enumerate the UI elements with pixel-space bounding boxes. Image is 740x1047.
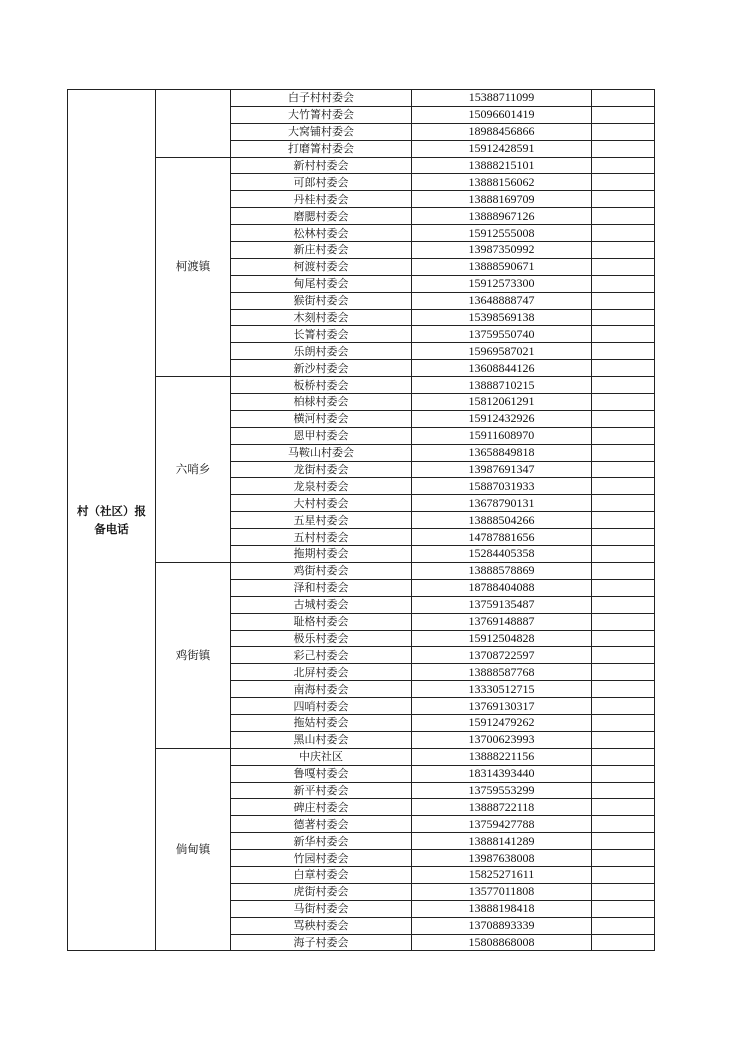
village-name-cell: 五村村委会 (231, 529, 412, 546)
empty-note-cell (592, 309, 655, 326)
phone-number-cell: 15912479262 (412, 714, 592, 731)
village-name-cell: 马鞍山村委会 (231, 444, 412, 461)
village-name-cell: 猴街村委会 (231, 292, 412, 309)
phone-number-cell: 13759550740 (412, 326, 592, 343)
empty-note-cell (592, 883, 655, 900)
phone-number-cell: 13888722118 (412, 799, 592, 816)
empty-note-cell (592, 782, 655, 799)
phone-number-cell: 13888215101 (412, 157, 592, 174)
phone-number-cell: 13888169709 (412, 191, 592, 208)
village-name-cell: 竹园村委会 (231, 850, 412, 867)
village-name-cell: 龙泉村委会 (231, 478, 412, 495)
village-name-cell: 五星村委会 (231, 512, 412, 529)
contact-table (67, 89, 655, 951)
village-name-cell: 鲁嘎村委会 (231, 765, 412, 782)
phone-number-cell: 15825271611 (412, 866, 592, 883)
table-row (68, 90, 655, 107)
phone-number-cell: 18988456866 (412, 123, 592, 140)
phone-number-cell: 13888578869 (412, 562, 592, 579)
village-name-cell: 大村村委会 (231, 495, 412, 512)
village-name-cell: 白子村村委会 (231, 90, 412, 107)
empty-note-cell (592, 360, 655, 377)
phone-number-cell: 13658849818 (412, 444, 592, 461)
village-name-cell: 长箐村委会 (231, 326, 412, 343)
village-name-cell: 四哨村委会 (231, 698, 412, 715)
table-row (68, 748, 655, 765)
village-name-cell: 甸尾村委会 (231, 275, 412, 292)
village-name-cell: 大竹箐村委会 (231, 106, 412, 123)
empty-note-cell (592, 208, 655, 225)
village-name-cell: 板桥村委会 (231, 377, 412, 394)
phone-number-cell: 13769130317 (412, 698, 592, 715)
village-name-cell: 骂秧村委会 (231, 917, 412, 934)
phone-number-cell: 13608844126 (412, 360, 592, 377)
phone-number-cell: 14787881656 (412, 529, 592, 546)
empty-note-cell (592, 123, 655, 140)
empty-note-cell (592, 495, 655, 512)
empty-note-cell (592, 157, 655, 174)
empty-note-cell (592, 714, 655, 731)
town-cell (156, 90, 231, 158)
empty-note-cell (592, 681, 655, 698)
phone-number-cell: 13678790131 (412, 495, 592, 512)
empty-note-cell (592, 613, 655, 630)
phone-number-cell: 13700623993 (412, 731, 592, 748)
phone-number-cell: 15911608970 (412, 427, 592, 444)
village-name-cell: 拖期村委会 (231, 546, 412, 563)
empty-note-cell (592, 292, 655, 309)
village-name-cell: 拖姑村委会 (231, 714, 412, 731)
village-name-cell: 乐朗村委会 (231, 343, 412, 360)
village-name-cell: 龙街村委会 (231, 461, 412, 478)
table-row (68, 157, 655, 174)
village-name-cell: 柯渡村委会 (231, 258, 412, 275)
empty-note-cell (592, 258, 655, 275)
empty-note-cell (592, 799, 655, 816)
town-cell: 六哨乡 (156, 377, 231, 563)
phone-number-cell: 13888710215 (412, 377, 592, 394)
village-name-cell: 大窝铺村委会 (231, 123, 412, 140)
empty-note-cell (592, 850, 655, 867)
empty-note-cell (592, 630, 655, 647)
phone-number-cell: 13759135487 (412, 596, 592, 613)
empty-note-cell (592, 748, 655, 765)
empty-note-cell (592, 664, 655, 681)
phone-number-cell: 13987638008 (412, 850, 592, 867)
empty-note-cell (592, 647, 655, 664)
phone-number-cell: 15284405358 (412, 546, 592, 563)
phone-number-cell: 15812061291 (412, 394, 592, 411)
village-name-cell: 新村村委会 (231, 157, 412, 174)
empty-note-cell (592, 444, 655, 461)
empty-note-cell (592, 731, 655, 748)
village-name-cell: 打磨箐村委会 (231, 140, 412, 157)
empty-note-cell (592, 833, 655, 850)
empty-note-cell (592, 225, 655, 242)
village-name-cell: 马街村委会 (231, 900, 412, 917)
phone-number-cell: 13888156062 (412, 174, 592, 191)
village-name-cell: 新庄村委会 (231, 242, 412, 259)
phone-number-cell: 13330512715 (412, 681, 592, 698)
phone-number-cell: 15887031933 (412, 478, 592, 495)
phone-number-cell: 18788404088 (412, 579, 592, 596)
phone-number-cell: 15808868008 (412, 934, 592, 951)
village-name-cell: 恩甲村委会 (231, 427, 412, 444)
empty-note-cell (592, 394, 655, 411)
empty-note-cell (592, 343, 655, 360)
empty-note-cell (592, 698, 655, 715)
village-name-cell: 木刻村委会 (231, 309, 412, 326)
phone-number-cell: 13577011808 (412, 883, 592, 900)
village-name-cell: 白章村委会 (231, 866, 412, 883)
village-name-cell: 彩己村委会 (231, 647, 412, 664)
village-name-cell: 泽和村委会 (231, 579, 412, 596)
empty-note-cell (592, 816, 655, 833)
table-row (68, 377, 655, 394)
phone-number-cell: 13888141289 (412, 833, 592, 850)
empty-note-cell (592, 546, 655, 563)
phone-number-cell: 15398569138 (412, 309, 592, 326)
phone-number-cell: 15969587021 (412, 343, 592, 360)
phone-number-cell: 15388711099 (412, 90, 592, 107)
phone-number-cell: 18314393440 (412, 765, 592, 782)
phone-number-cell: 13888967126 (412, 208, 592, 225)
empty-note-cell (592, 917, 655, 934)
phone-number-cell: 15912432926 (412, 410, 592, 427)
village-name-cell: 新平村委会 (231, 782, 412, 799)
phone-number-cell: 13888198418 (412, 900, 592, 917)
village-name-cell: 松林村委会 (231, 225, 412, 242)
empty-note-cell (592, 866, 655, 883)
empty-note-cell (592, 90, 655, 107)
village-name-cell: 古城村委会 (231, 596, 412, 613)
empty-note-cell (592, 512, 655, 529)
phone-number-cell: 13648888747 (412, 292, 592, 309)
empty-note-cell (592, 934, 655, 951)
village-name-cell: 耻格村委会 (231, 613, 412, 630)
empty-note-cell (592, 461, 655, 478)
empty-note-cell (592, 579, 655, 596)
empty-note-cell (592, 377, 655, 394)
village-name-cell: 横河村委会 (231, 410, 412, 427)
phone-number-cell: 13888587768 (412, 664, 592, 681)
empty-note-cell (592, 765, 655, 782)
empty-note-cell (592, 191, 655, 208)
village-name-cell: 新沙村委会 (231, 360, 412, 377)
phone-number-cell: 13708893339 (412, 917, 592, 934)
empty-note-cell (592, 478, 655, 495)
empty-note-cell (592, 900, 655, 917)
phone-number-cell: 15912504828 (412, 630, 592, 647)
empty-note-cell (592, 410, 655, 427)
village-name-cell: 北屏村委会 (231, 664, 412, 681)
phone-number-cell: 15912555008 (412, 225, 592, 242)
phone-number-cell: 13987691347 (412, 461, 592, 478)
town-cell: 倘甸镇 (156, 748, 231, 951)
phone-number-cell: 13759427788 (412, 816, 592, 833)
town-cell: 柯渡镇 (156, 157, 231, 377)
village-name-cell: 柏梂村委会 (231, 394, 412, 411)
empty-note-cell (592, 427, 655, 444)
phone-number-cell: 15096601419 (412, 106, 592, 123)
table-body (68, 90, 655, 951)
empty-note-cell (592, 275, 655, 292)
phone-number-cell: 13888221156 (412, 748, 592, 765)
village-name-cell: 鸡街村委会 (231, 562, 412, 579)
phone-number-cell: 15912573300 (412, 275, 592, 292)
phone-number-cell: 13769148887 (412, 613, 592, 630)
empty-note-cell (592, 140, 655, 157)
village-name-cell: 可郎村委会 (231, 174, 412, 191)
phone-number-cell: 13708722597 (412, 647, 592, 664)
village-name-cell: 新华村委会 (231, 833, 412, 850)
phone-number-cell: 15912428591 (412, 140, 592, 157)
empty-note-cell (592, 326, 655, 343)
village-name-cell: 南海村委会 (231, 681, 412, 698)
town-cell: 鸡街镇 (156, 562, 231, 748)
village-name-cell: 碑庄村委会 (231, 799, 412, 816)
table-row (68, 562, 655, 579)
village-name-cell: 磨腮村委会 (231, 208, 412, 225)
village-name-cell: 虎街村委会 (231, 883, 412, 900)
empty-note-cell (592, 242, 655, 259)
empty-note-cell (592, 562, 655, 579)
empty-note-cell (592, 596, 655, 613)
village-name-cell: 丹桂村委会 (231, 191, 412, 208)
village-name-cell: 黑山村委会 (231, 731, 412, 748)
empty-note-cell (592, 529, 655, 546)
phone-number-cell: 13888504266 (412, 512, 592, 529)
village-name-cell: 德著村委会 (231, 816, 412, 833)
empty-note-cell (592, 106, 655, 123)
village-name-cell: 极乐村委会 (231, 630, 412, 647)
side-label-cell: 村（社区）报备电话 (68, 90, 156, 951)
empty-note-cell (592, 174, 655, 191)
phone-number-cell: 13987350992 (412, 242, 592, 259)
village-name-cell: 中庆社区 (231, 748, 412, 765)
village-name-cell: 海子村委会 (231, 934, 412, 951)
phone-number-cell: 13759553299 (412, 782, 592, 799)
phone-number-cell: 13888590671 (412, 258, 592, 275)
